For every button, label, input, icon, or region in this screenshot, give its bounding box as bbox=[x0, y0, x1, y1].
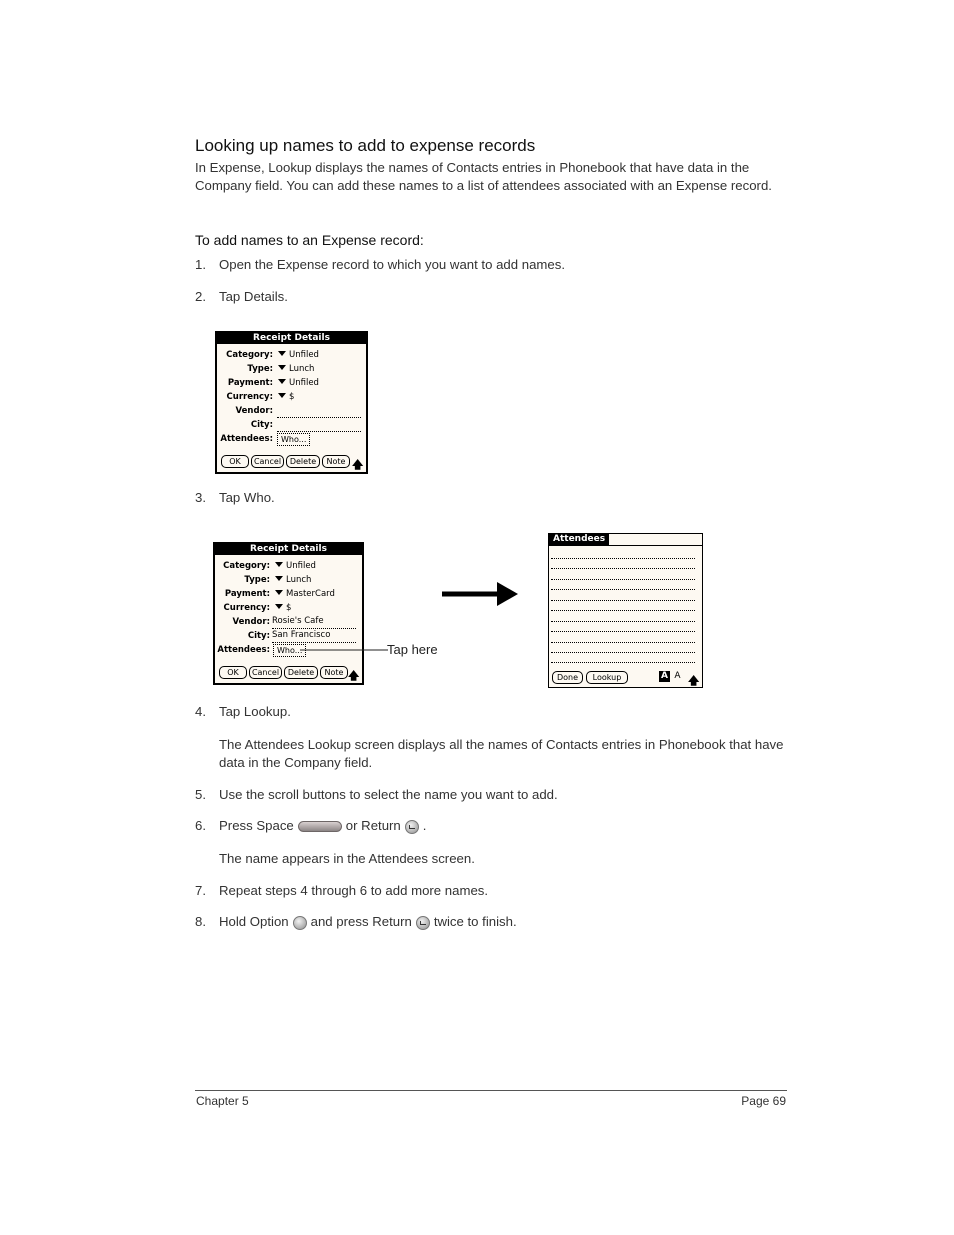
field-label: Attendees: bbox=[217, 645, 270, 655]
step-number: 7. bbox=[195, 883, 206, 898]
space-key-icon bbox=[298, 821, 342, 832]
who-button[interactable]: Who... bbox=[277, 433, 310, 446]
callout-line bbox=[300, 640, 390, 660]
return-key-icon bbox=[416, 916, 430, 930]
attendee-line[interactable] bbox=[551, 621, 695, 622]
field-label: Payment: bbox=[224, 589, 270, 599]
procedure-title: To add names to an Expense record: bbox=[195, 232, 424, 248]
return-key-icon bbox=[405, 820, 419, 834]
step-number: 4. bbox=[195, 704, 206, 719]
vendor-value[interactable]: Rosie's Cafe bbox=[272, 616, 324, 626]
field-label: Attendees: bbox=[220, 434, 273, 444]
dropdown-triangle-icon bbox=[275, 604, 283, 609]
attendee-line[interactable] bbox=[551, 642, 695, 643]
note-button[interactable]: Note bbox=[322, 455, 350, 468]
footer-page-number: Page 69 bbox=[741, 1094, 786, 1108]
field-label: Currency: bbox=[226, 392, 273, 402]
step-text: Tap Who. bbox=[219, 490, 275, 505]
tap-here-callout: Tap here bbox=[387, 642, 438, 657]
vendor-field[interactable] bbox=[272, 628, 356, 629]
category-value[interactable]: Unfiled bbox=[278, 350, 319, 360]
step-number: 2. bbox=[195, 289, 206, 304]
step-text: Hold Option and press Return twice to finish. bbox=[219, 914, 517, 929]
who-button[interactable]: Who... bbox=[273, 644, 306, 657]
field-label: City: bbox=[250, 420, 273, 430]
attendee-line[interactable] bbox=[551, 568, 695, 569]
ok-button[interactable]: OK bbox=[221, 455, 249, 468]
currency-value[interactable]: $ bbox=[278, 392, 294, 402]
lookup-button[interactable]: Lookup bbox=[586, 671, 628, 684]
screen-title: Receipt Details bbox=[215, 544, 362, 555]
field-label: Type: bbox=[247, 364, 273, 374]
attendee-line[interactable] bbox=[551, 662, 695, 663]
field-label: Category: bbox=[226, 350, 273, 360]
delete-button[interactable]: Delete bbox=[286, 455, 320, 468]
city-field[interactable] bbox=[277, 431, 361, 432]
city-value[interactable]: San Francisco bbox=[272, 630, 331, 640]
category-value[interactable]: Unfiled bbox=[275, 561, 316, 571]
done-button[interactable]: Done bbox=[552, 671, 583, 684]
dropdown-triangle-icon bbox=[275, 562, 283, 567]
type-value[interactable]: Lunch bbox=[278, 364, 314, 374]
section-heading: Looking up names to add to expense records bbox=[195, 136, 536, 155]
type-value[interactable]: Lunch bbox=[275, 575, 311, 585]
field-label: Payment: bbox=[227, 378, 273, 388]
delete-button[interactable]: Delete bbox=[284, 666, 318, 679]
dropdown-triangle-icon bbox=[278, 379, 286, 384]
step-text: Use the scroll buttons to select the name you want to add. bbox=[219, 787, 558, 802]
field-label: Vendor: bbox=[235, 406, 273, 416]
attendee-line[interactable] bbox=[551, 610, 695, 611]
attendee-line[interactable] bbox=[551, 558, 695, 559]
payment-value[interactable]: Unfiled bbox=[278, 378, 319, 388]
step-number: 1. bbox=[195, 257, 206, 272]
receipt-details-filled-screen bbox=[213, 542, 364, 685]
step-text: Tap Details. bbox=[219, 289, 288, 304]
currency-value[interactable]: $ bbox=[275, 603, 291, 613]
attendees-screen bbox=[548, 533, 703, 688]
field-label: Currency: bbox=[223, 603, 270, 613]
intro-paragraph: In Expense, Lookup displays the names of Contacts entries in Phonebook that have data in the Company field. You can add these names to a list of attendees associated with an Expense record. bbox=[195, 160, 772, 193]
field-label: Category: bbox=[223, 561, 270, 571]
up-arrow-icon: 🡅 bbox=[348, 669, 360, 682]
dropdown-triangle-icon bbox=[278, 393, 286, 398]
dropdown-triangle-icon bbox=[275, 590, 283, 595]
cancel-button[interactable]: Cancel bbox=[251, 455, 284, 468]
screen-title: Attendees bbox=[549, 534, 609, 545]
step-note: The Attendees Lookup screen displays all the names of Contacts entries in Phonebook that have data in the Company field. bbox=[219, 737, 784, 770]
dropdown-triangle-icon bbox=[278, 351, 286, 356]
attendee-line[interactable] bbox=[551, 631, 695, 632]
step-text: Press Space or Return . bbox=[219, 818, 427, 833]
cancel-button[interactable]: Cancel bbox=[249, 666, 282, 679]
dropdown-triangle-icon bbox=[278, 365, 286, 370]
title-divider bbox=[549, 545, 702, 546]
step-note: The name appears in the Attendees screen. bbox=[219, 851, 475, 866]
step-number: 5. bbox=[195, 787, 206, 802]
option-key-icon bbox=[293, 916, 307, 930]
field-label: Vendor: bbox=[232, 617, 270, 627]
up-arrow-icon: 🡅 bbox=[352, 458, 364, 471]
lowercase-shift-indicator[interactable]: A bbox=[674, 671, 681, 681]
attendee-line[interactable] bbox=[551, 579, 695, 580]
field-label: Type: bbox=[244, 575, 270, 585]
step-text: Tap Lookup. bbox=[219, 704, 291, 719]
receipt-details-screen bbox=[215, 331, 368, 474]
step-number: 8. bbox=[195, 914, 206, 929]
up-arrow-icon: 🡅 bbox=[688, 674, 700, 687]
footer-chapter: Chapter 5 bbox=[196, 1094, 249, 1108]
step-number: 6. bbox=[195, 818, 206, 833]
right-arrow-icon bbox=[442, 580, 520, 608]
note-button[interactable]: Note bbox=[320, 666, 348, 679]
step-number: 3. bbox=[195, 490, 206, 505]
attendee-line[interactable] bbox=[551, 589, 695, 590]
dropdown-triangle-icon bbox=[275, 576, 283, 581]
uppercase-shift-indicator[interactable]: A bbox=[659, 671, 670, 682]
payment-value[interactable]: MasterCard bbox=[275, 589, 335, 599]
attendee-line[interactable] bbox=[551, 600, 695, 601]
field-label: City: bbox=[247, 631, 270, 641]
attendee-line[interactable] bbox=[551, 652, 695, 653]
footer-divider bbox=[195, 1090, 787, 1091]
step-text: Open the Expense record to which you want to add names. bbox=[219, 257, 566, 272]
step-text: Repeat steps 4 through 6 to add more names. bbox=[219, 883, 489, 898]
ok-button[interactable]: OK bbox=[219, 666, 247, 679]
screen-title: Receipt Details bbox=[217, 333, 366, 344]
vendor-field[interactable] bbox=[277, 417, 361, 418]
